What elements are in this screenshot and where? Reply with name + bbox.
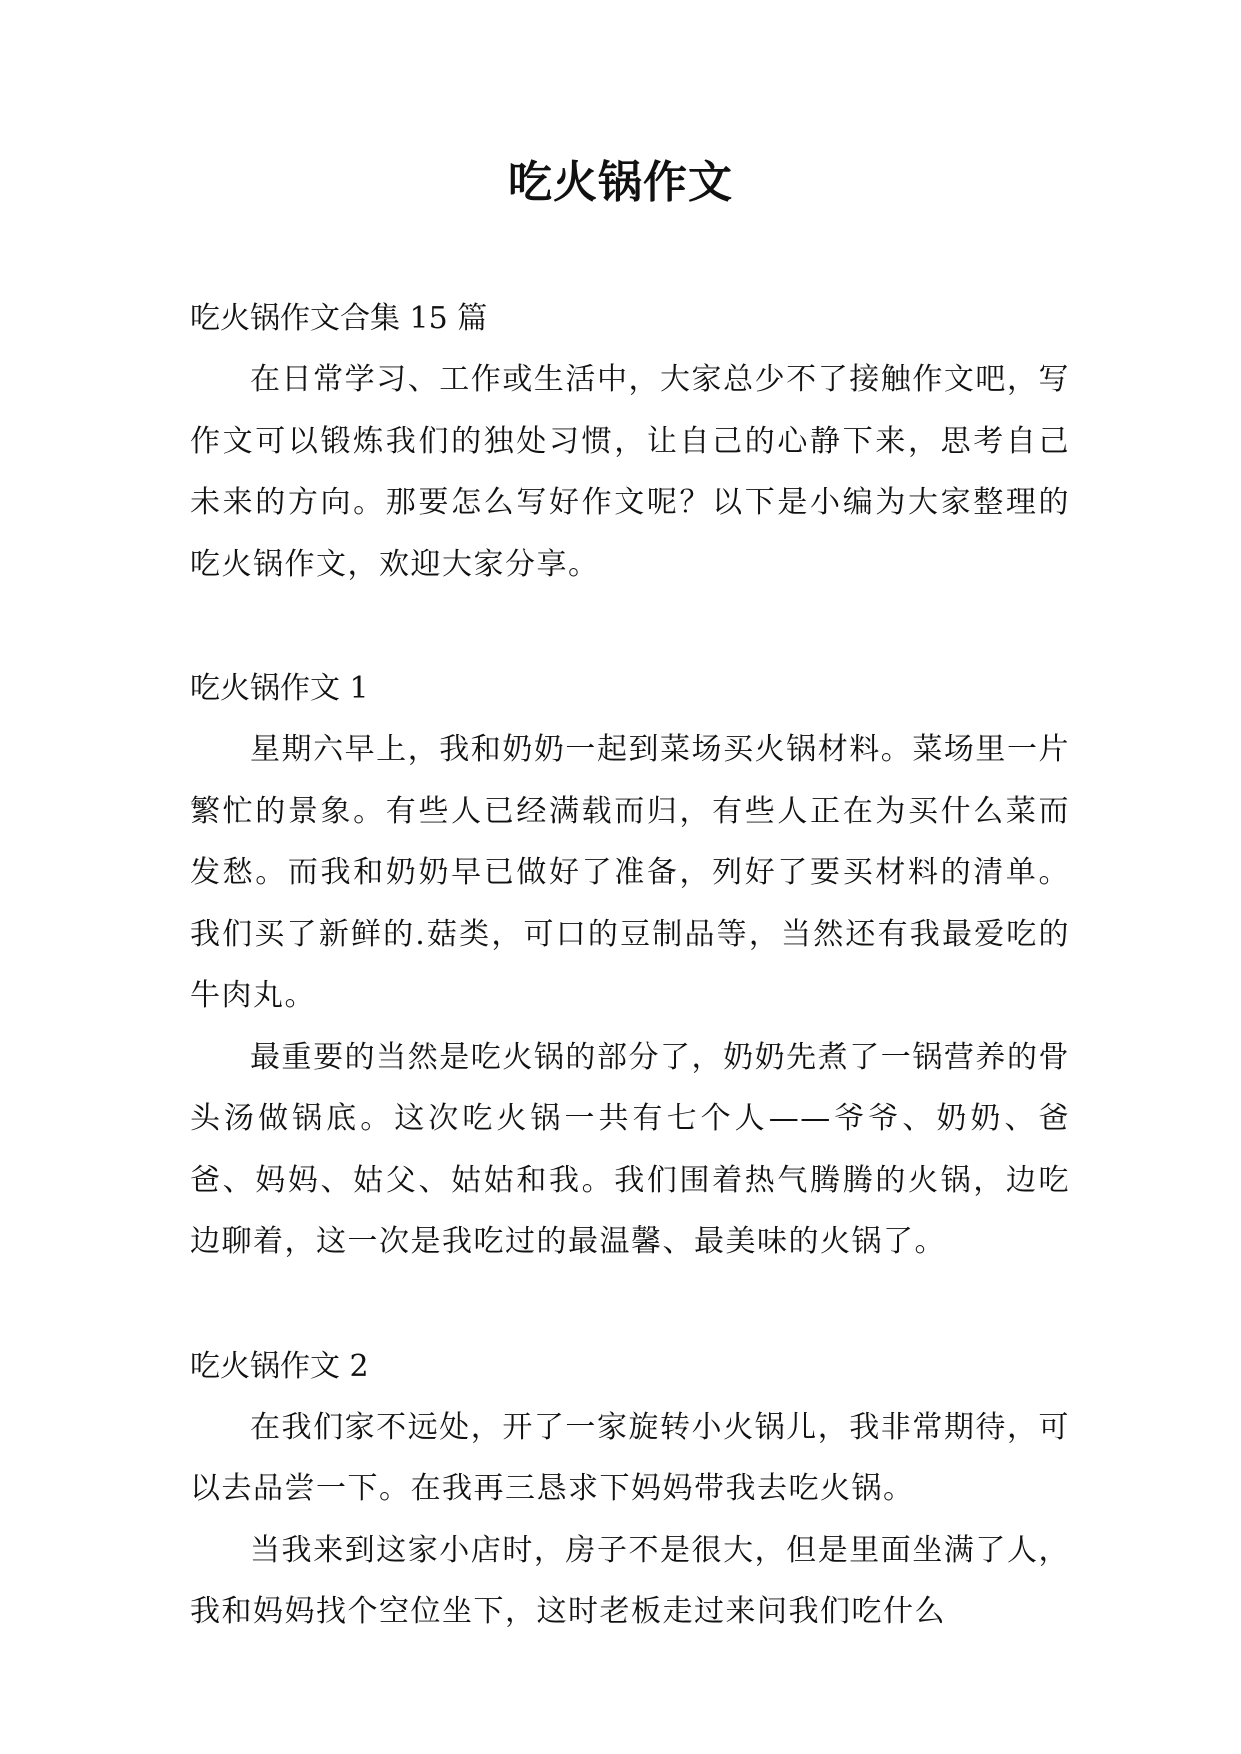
document-title: 吃火锅作文 xyxy=(508,157,733,208)
essay-paragraph: 在我们家不远处，开了一家旋转小火锅儿，我非常期待，可以去品尝一下。在我再三恳求下妈妈带我去吃火锅。 xyxy=(190,1409,1070,1506)
essay-heading: 吃火锅作文 2 xyxy=(190,1348,369,1384)
essay-paragraph: 最重要的当然是吃火锅的部分了，奶奶先煮了一锅营养的骨头汤做锅底。这次吃火锅一共有七个人——爷爷、奶奶、爸爸、妈妈、姑父、姑姑和我。我们围着热气腾腾的火锅，边吃边聊着，这一次是我吃过的最温馨、最美味的火锅了。 xyxy=(190,1039,1070,1259)
document-body xyxy=(190,288,1070,1643)
essay-2 xyxy=(190,1336,1070,1643)
essay-paragraph: 当我来到这家小店时，房子不是很大，但是里面坐满了人，我和妈妈找个空位坐下，这时老板走过来问我们吃什么 xyxy=(190,1532,1070,1629)
intro-paragraph: 在日常学习、工作或生活中，大家总少不了接触作文吧，写作文可以锻炼我们的独处习惯，让自己的心静下来，思考自己未来的方向。那要怎么写好作文呢？以下是小编为大家整理的吃火锅作文，欢迎大家分享。 xyxy=(190,362,1070,582)
section-spacer xyxy=(190,1273,1070,1336)
collection-subtitle: 吃火锅作文合集 15 篇 xyxy=(190,301,488,336)
essay-1 xyxy=(190,658,1070,1273)
essay-heading: 吃火锅作文 1 xyxy=(190,671,369,706)
essay-paragraph: 星期六早上，我和奶奶一起到菜场买火锅材料。菜场里一片繁忙的景象。有些人已经满载而归，有些人正在为买什么菜而发愁。而我和奶奶早已做好了准备，列好了要买材料的清单。我们买了新鲜的.菇类，可口的豆制品等，当然还有我最爱吃的牛肉丸。 xyxy=(190,732,1070,1013)
section-spacer xyxy=(190,595,1070,658)
